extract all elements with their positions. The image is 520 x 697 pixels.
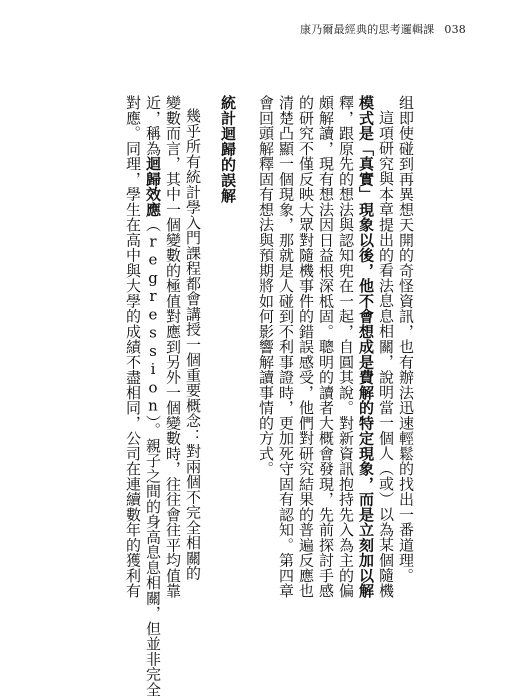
text-column: 對應。同理，學生在高中與大學的成績不盡相同，公司在連續數年的獲利有 <box>124 95 142 599</box>
page-number: 038 <box>444 22 467 36</box>
page-header <box>300 19 520 39</box>
section-heading: 統計迴歸的誤解 <box>219 95 237 204</box>
text-column: 幾乎所有統計學入門課程都會講授一個重要概念：對兩個不完全相關的 <box>184 108 202 581</box>
text-column <box>145 95 160 697</box>
text-column: 釋，跟原先的想法與認知兜在一起，自圓其說。對新資訊抱持先入為主的偏 <box>337 95 355 599</box>
text-column: 這項研究與本章提出的看法息息相關，說明當一個人（或）以為某個隨機 <box>377 110 395 598</box>
bold-term: 迴歸效應 <box>144 156 162 217</box>
text-column: 會回頭解釋固有想法與預期將如何影響解讀事情的方式。 <box>257 95 275 477</box>
text-segment: 近，稱為 <box>144 95 162 156</box>
text-segment: （regression）。親子之間的身高息息相關，但並非完全 <box>144 217 162 697</box>
text-column: 清楚凸顯一個現象，那就是人碰到不利事證時，更加死守固有認知。第四章 <box>277 95 295 599</box>
text-column: 模式是「真實」現象以後，他不會想成是費解的特定現象，而是立刻加以解 <box>357 95 375 599</box>
text-column: 的研究不僅反映大眾對隨機事件的錯誤感受，他們對研究結果的普遍反應也 <box>297 95 315 599</box>
text-column: 變數而言，其中一個變數的極值對應到另外一個變數時，往往會往平均值靠 <box>164 95 182 599</box>
running-title: 康乃爾最經典的思考邏輯課 <box>300 23 435 36</box>
text-column: 頗解讀，現有想法因日益根深柢固。聰明的讀者大概會發現，先前探討手感 <box>317 95 335 599</box>
text-column: 组即使碰到再異想天開的奇怪資訊，也有辦法迅速輕鬆的找出一番道理。 <box>397 95 415 583</box>
